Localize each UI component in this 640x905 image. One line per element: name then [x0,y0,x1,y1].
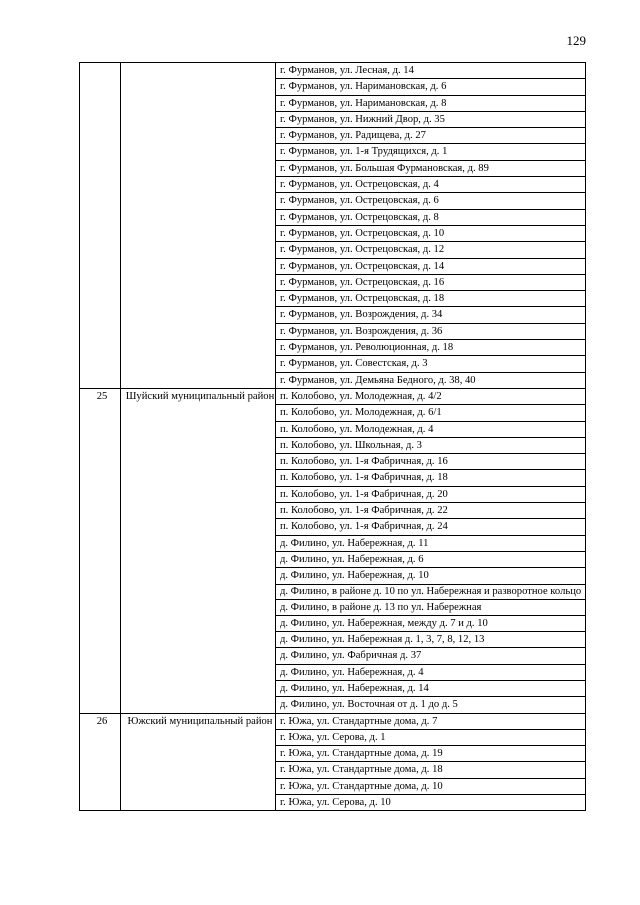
address-cell: г. Фурманов, ул. Возрождения, д. 34 [276,307,586,323]
address-cell: г. Фурманов, ул. Острецовская, д. 8 [276,209,586,225]
address-cell: г. Фурманов, ул. Наримановская, д. 6 [276,79,586,95]
address-cell: г. Южа, ул. Стандартные дома, д. 18 [276,762,586,778]
row-number-cell: 26 [80,713,121,811]
address-table-body [80,63,586,811]
address-cell: г. Фурманов, ул. Острецовская, д. 4 [276,177,586,193]
district-cell: Шуйский муниципальный район [121,388,276,713]
address-cell: г. Фурманов, ул. Острецовская, д. 14 [276,258,586,274]
address-cell: г. Южа, ул. Серова, д. 1 [276,729,586,745]
address-cell: г. Фурманов, ул. Лесная, д. 14 [276,63,586,79]
address-cell: г. Южа, ул. Стандартные дома, д. 7 [276,713,586,729]
address-cell: г. Фурманов, ул. Радищева, д. 27 [276,128,586,144]
address-cell: д. Филино, ул. Набережная, д. 14 [276,680,586,696]
address-cell: п. Колобово, ул. Молодежная, д. 6/1 [276,405,586,421]
address-cell: п. Колобово, ул. 1-я Фабричная, д. 18 [276,470,586,486]
address-cell: г. Фурманов, ул. Наримановская, д. 8 [276,95,586,111]
table-row [80,713,586,729]
district-cell: Южский муниципальный район [121,713,276,811]
table-row [80,63,586,79]
address-cell: г. Южа, ул. Серова, д. 10 [276,795,586,811]
page-number: 129 [566,33,586,48]
address-cell: п. Колобово, ул. Молодежная, д. 4 [276,421,586,437]
address-cell: г. Фурманов, ул. Революционная, д. 18 [276,340,586,356]
row-number-cell: 25 [80,388,121,713]
address-cell: г. Фурманов, ул. Нижний Двор, д. 35 [276,111,586,127]
address-cell: г. Фурманов, ул. Острецовская, д. 18 [276,291,586,307]
address-cell: п. Колобово, ул. Молодежная, д. 4/2 [276,388,586,404]
address-cell: д. Филино, ул. Набережная, д. 4 [276,664,586,680]
address-cell: г. Фурманов, ул. 1-я Трудящихся, д. 1 [276,144,586,160]
address-cell: д. Филино, ул. Набережная, д. 10 [276,568,586,584]
district-cell [121,63,276,389]
address-table [79,62,586,811]
address-cell: д. Филино, ул. Восточная от д. 1 до д. 5 [276,697,586,713]
address-cell: г. Фурманов, ул. Острецовская, д. 12 [276,242,586,258]
address-cell: д. Филино, ул. Набережная, д. 11 [276,535,586,551]
address-cell: п. Колобово, ул. 1-я Фабричная, д. 24 [276,519,586,535]
address-cell: г. Южа, ул. Стандартные дома, д. 10 [276,778,586,794]
address-cell: д. Филино, ул. Набережная, д. 6 [276,551,586,567]
address-cell: д. Филино, в районе д. 13 по ул. Набережная [276,599,586,615]
address-cell: д. Филино, ул. Фабричная д. 37 [276,648,586,664]
address-cell: г. Южа, ул. Стандартные дома, д. 19 [276,746,586,762]
address-cell: г. Фурманов, ул. Возрождения, д. 36 [276,323,586,339]
address-cell: г. Фурманов, ул. Большая Фурмановская, д. 89 [276,160,586,176]
address-cell: д. Филино, ул. Набережная д. 1, 3, 7, 8, 12, 13 [276,632,586,648]
address-cell: г. Фурманов, ул. Острецовская, д. 6 [276,193,586,209]
address-cell: г. Фурманов, ул. Острецовская, д. 16 [276,274,586,290]
address-cell: г. Фурманов, ул. Острецовская, д. 10 [276,225,586,241]
address-cell: п. Колобово, ул. Школьная, д. 3 [276,437,586,453]
row-number-cell [80,63,121,389]
address-cell: г. Фурманов, ул. Совестская, д. 3 [276,356,586,372]
address-cell: п. Колобово, ул. 1-я Фабричная, д. 22 [276,503,586,519]
address-cell: д. Филино, в районе д. 10 по ул. Набережная и разворотное кольцо [276,584,586,599]
table-row [80,388,586,404]
address-cell: п. Колобово, ул. 1-я Фабричная, д. 16 [276,454,586,470]
address-cell: д. Филино, ул. Набережная, между д. 7 и д. 10 [276,615,586,631]
address-cell: п. Колобово, ул. 1-я Фабричная, д. 20 [276,486,586,502]
address-cell: г. Фурманов, ул. Демьяна Бедного, д. 38, 40 [276,372,586,388]
